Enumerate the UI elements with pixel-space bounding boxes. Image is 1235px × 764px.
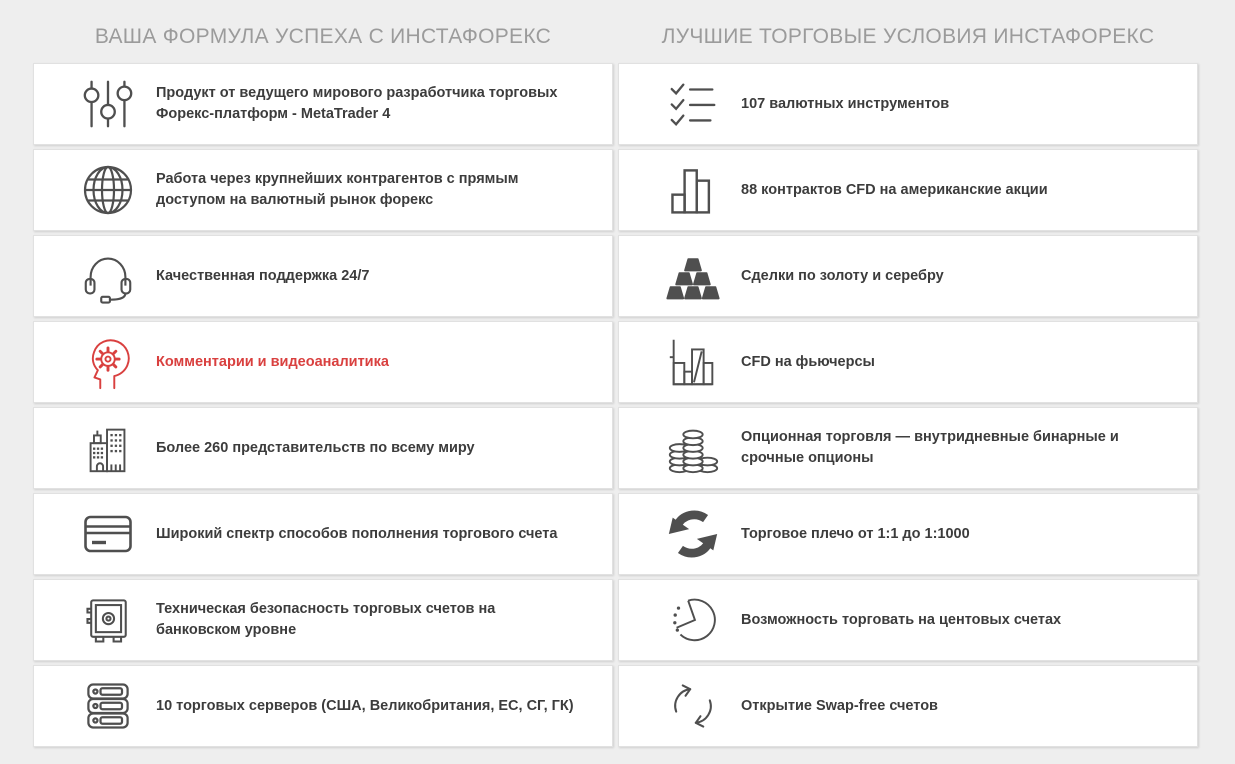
right-column-heading: ЛУЧШИЕ ТОРГОВЫЕ УСЛОВИЯ ИНСТАФОРЕКС [661,25,1155,48]
feature-item-highlighted [33,321,613,403]
left-column-heading: ВАША ФОРМУЛА УСПЕХА С ИНСТАФОРЕКС [94,25,552,48]
feature-text: 10 торговых серверов (США, Великобритания, ЕС, СГ, ГК) [156,697,574,714]
feature-text: CFD на фьючерсы [741,353,875,370]
swap-arrows-icon [661,678,725,734]
feature-item [618,321,1198,403]
right-column [618,63,1198,751]
feature-item [618,149,1198,231]
feature-text: Техническая безопасность торговых счетов на банковском уровне [156,601,496,638]
feature-item [618,63,1198,145]
feature-item [618,665,1198,747]
gold-bars-icon [661,248,725,304]
feature-item [618,493,1198,575]
feature-item [33,665,613,747]
feature-text: Более 260 представительств по всему миру [156,439,475,456]
feature-text: Работа через крупнейших контрагентов с прямым доступом на валютный рынок форекс [156,171,519,208]
head-gear-icon [76,333,140,391]
checklist-icon [661,75,725,133]
feature-item [33,149,613,231]
feature-item [33,63,613,145]
feature-text: Качественная поддержка 24/7 [156,267,370,284]
feature-item [618,579,1198,661]
feature-text: 107 валютных инструментов [741,95,950,112]
feature-text: Комментарии и видеоаналитика [156,353,389,370]
globe-icon [76,160,140,220]
leverage-arrows-icon [661,505,725,563]
feature-text: Широкий спектр способов пополнения торгового счета [156,525,558,542]
safe-icon [76,592,140,648]
feature-item [33,235,613,317]
feature-item [618,235,1198,317]
feature-item [33,407,613,489]
futures-chart-icon [661,333,725,391]
cent-clock-icon [661,591,725,649]
feature-text: Продукт от ведущего мирового разработчика торговых Форекс-платформ - MetaTrader 4 [156,85,558,122]
left-column [33,63,613,751]
servers-icon [76,678,140,734]
coin-stacks-icon [661,419,725,477]
feature-text: Открытие Swap-free счетов [741,697,938,714]
feature-text: Сделки по золоту и серебру [741,267,944,284]
credit-card-icon [76,504,140,564]
feature-text: Возможность торговать на центовых счетах [741,611,1062,628]
feature-text: Опционная торговля — внутридневные бинарные и срочные опционы [741,429,1119,466]
feature-item [618,407,1198,489]
feature-item [33,579,613,661]
sliders-icon [76,75,140,133]
section-headings [33,0,1201,63]
feature-item [33,493,613,575]
feature-text: 88 контрактов CFD на американские акции [741,181,1048,198]
buildings-icon [76,419,140,477]
feature-text: Торговое плечо от 1:1 до 1:1000 [741,525,970,542]
bar-chart-icon [661,162,725,218]
headset-icon [76,247,140,305]
